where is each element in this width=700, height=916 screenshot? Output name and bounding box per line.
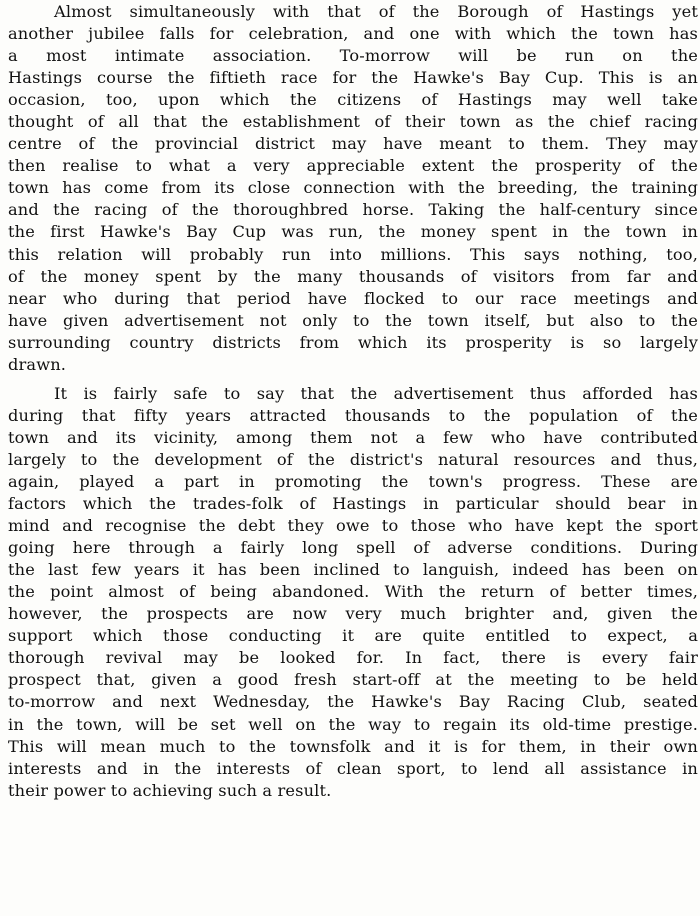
paragraph-line: the first Hawke's Bay Cup was run, the money spent in the town in xyxy=(8,222,698,242)
paragraph-line: occasion, too, upon which the citizens of Hastings may well take xyxy=(8,90,698,110)
paragraph-line: interests and in the interests of clean sport, to lend all assistance in xyxy=(8,758,698,778)
paragraph-line: mind and recognise the debt they owe to those who have kept the sport xyxy=(8,516,698,536)
paragraph-line: prospect that, given a good fresh start-off at the meeting to be held xyxy=(8,670,698,690)
paragraph-line: however, the prospects are now very much brighter and, given the xyxy=(8,604,698,624)
paragraph-line: a most intimate association. To-morrow will be run on the xyxy=(8,46,698,66)
paragraph-line: surrounding country districts from which its prosperity is so largely xyxy=(8,332,698,352)
paragraph-line: Hastings course the fiftieth race for the Hawke's Bay Cup. This is an xyxy=(8,68,698,88)
paragraph-line: to-morrow and next Wednesday, the Hawke's Bay Racing Club, seated xyxy=(8,692,698,712)
paragraph-line: largely to the development of the district's natural resources and thus, xyxy=(8,449,698,469)
paragraph-line: another jubilee falls for celebration, and one with which the town has xyxy=(8,24,698,44)
paragraph-line: factors which the trades-folk of Hastings in particular should bear in xyxy=(8,494,698,514)
paragraph-line: This will mean much to the townsfolk and it is for them, in their own xyxy=(8,736,698,756)
paragraph-line: of the money spent by the many thousands of visitors from far and xyxy=(8,266,698,286)
paragraph-line: near who during that period have flocked to our race meetings and xyxy=(8,288,698,308)
paragraph-line: again, played a part in promoting the town's progress. These are xyxy=(8,471,698,491)
article-paragraph-1 xyxy=(8,1,698,376)
paragraph-line: the point almost of being abandoned. With the return of better times, xyxy=(8,582,698,602)
paragraph-line: centre of the provincial district may have meant to them. They may xyxy=(8,134,698,154)
paragraph-line: thorough revival may be looked for. In fact, there is every fair xyxy=(8,648,698,668)
paragraph-line: town and its vicinity, among them not a few who have contributed xyxy=(8,427,698,447)
paragraph-line: support which those conducting it are quite entitled to expect, a xyxy=(8,626,698,646)
paragraph-line: going here through a fairly long spell of adverse conditions. During xyxy=(8,538,698,558)
paragraph-line: then realise to what a very appreciable extent the prosperity of the xyxy=(8,156,698,176)
article-paragraph-2 xyxy=(8,383,698,802)
paragraph-line: It is fairly safe to say that the advertisement thus afforded has xyxy=(54,383,698,403)
paragraph-line: this relation will probably run into millions. This says nothing, too, xyxy=(8,244,698,264)
paragraph-line: their power to achieving such a result. xyxy=(8,780,332,800)
paragraph-line: drawn. xyxy=(8,354,67,374)
paragraph-line: in the town, will be set well on the way to regain its old-time prestige. xyxy=(8,714,698,734)
paragraph-line: Almost simultaneously with that of the Borough of Hastings yet xyxy=(54,2,698,21)
paragraph-line: the last few years it has been inclined to languish, indeed has been on xyxy=(8,560,698,580)
paragraph-line: have given advertisement not only to the town itself, but also to the xyxy=(8,310,698,330)
paragraph-line: thought of all that the establishment of their town as the chief racing xyxy=(8,112,698,132)
paragraph-line: town has come from its close connection with the breeding, the training xyxy=(8,178,698,198)
paragraph-line: and the racing of the thoroughbred horse. Taking the half-century since xyxy=(8,200,698,220)
paragraph-line: during that fifty years attracted thousands to the population of the xyxy=(8,405,698,425)
